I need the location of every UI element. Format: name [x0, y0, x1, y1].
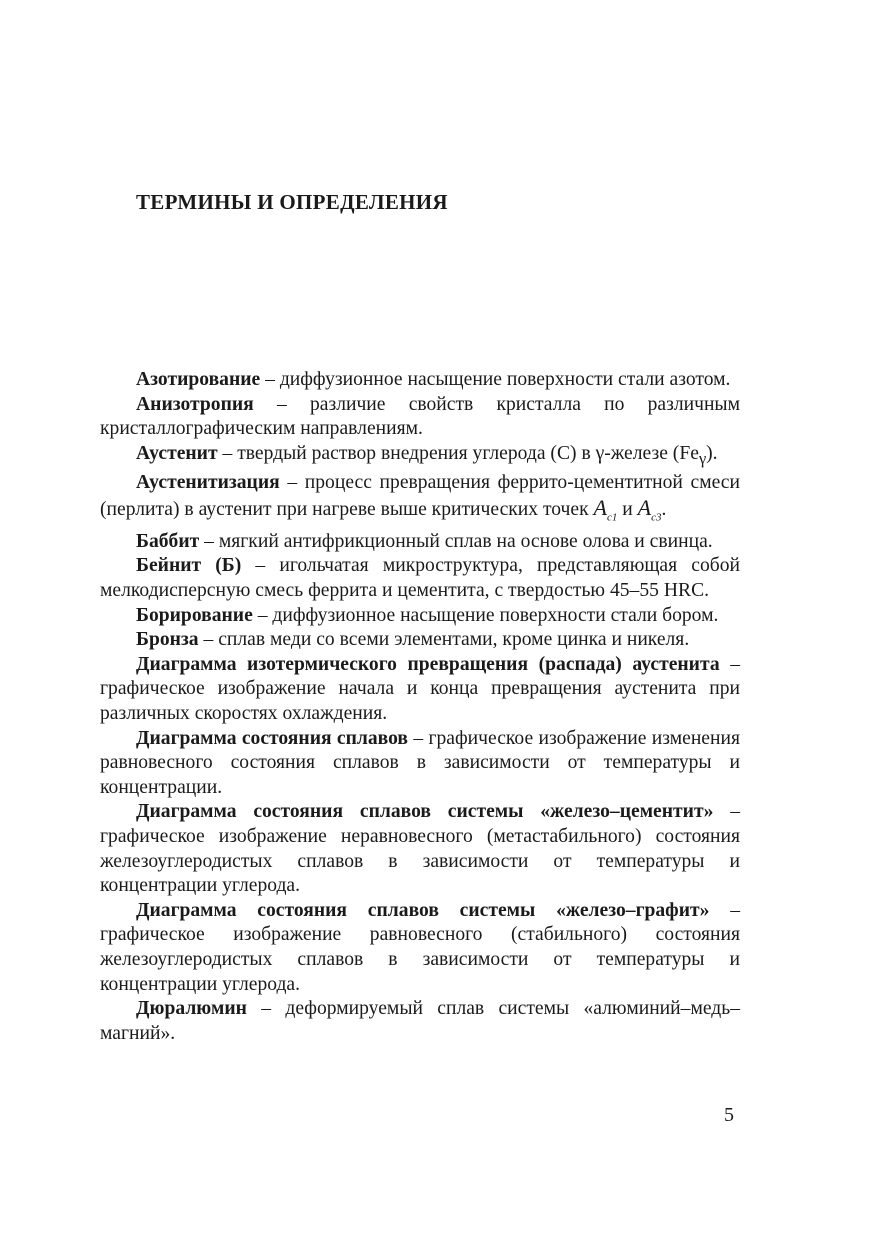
term-entry-babbit	[100, 530, 740, 555]
term-entry-diagramma-zhelezo-grafit	[100, 899, 740, 997]
term-entry-bronza	[100, 628, 740, 653]
term-definition: – сплав меди со всеми элементами, кроме цинка и никеля.	[198, 629, 690, 651]
term-name: Аустенитизация	[136, 472, 280, 494]
page-number: 5	[724, 1104, 734, 1126]
term-entry-anizotropiya	[100, 393, 740, 442]
page-title: ТЕРМИНЫ И ОПРЕДЕЛЕНИЯ	[136, 190, 448, 214]
term-entry-austenit	[100, 442, 740, 472]
term-entry-diagramma-izotermicheskogo	[100, 653, 740, 727]
term-name: Бейнит (Б)	[136, 555, 242, 577]
term-definition: – процесс превращения феррито-цементитной смеси (перлита) в аустенит при нагреве выше критических точек	[100, 472, 740, 520]
term-name: Баббит	[136, 530, 200, 552]
term-name: Азотирование	[136, 369, 261, 390]
term-entry-borirovanie	[100, 604, 740, 629]
term-definition: – графическое изображение неравновесного (метастабильного) состояния железоуглеродистых сплавов в зависимости от температуры и концентрации углерода.	[100, 801, 740, 897]
term-name: Дюралюмин	[136, 998, 247, 1020]
term-name: Диаграмма состояния сплавов системы «железо–цементит»	[136, 801, 714, 823]
term-definition-end: ).	[706, 442, 718, 464]
term-definition: – деформируемый сплав системы «алюминий–медь–магний».	[100, 998, 740, 1044]
term-entry-duralyumin	[100, 997, 740, 1046]
critical-point-ac1: $A_{c1}$	[593, 494, 618, 524]
term-definition: – различие свойств кристалла по различным кристаллографическим направлениям.	[100, 393, 740, 440]
conjunction: и	[617, 498, 638, 520]
term-definition: – твердый раствор внедрения углерода (С) в γ-железе (Fe	[217, 442, 699, 464]
term-definition: – диффузионное насыщение поверхности стали бором.	[252, 604, 719, 626]
term-definition: – диффузионное насыщение поверхности стали азотом.	[260, 369, 731, 390]
critical-point-ac3: $A_{c3}$	[637, 494, 662, 524]
term-entry-beinit	[100, 554, 740, 603]
term-definition-end: .	[661, 498, 667, 520]
term-definition: – графическое изображение изменения равновесного состояния сплавов в зависимости от температуры и концентрации.	[100, 727, 740, 798]
term-name: Бронза	[136, 629, 199, 651]
term-entry-diagramma-sostoyaniya	[100, 727, 740, 801]
term-entry-diagramma-zhelezo-cementit	[100, 800, 740, 898]
term-definition: – игольчатая микроструктура, представляющая собой мелкодисперсную смесь феррита и цементита, с твердостью 45–55 HRC.	[100, 555, 740, 602]
term-definition: – мягкий антифрикционный сплав на основе олова и свинца.	[199, 530, 713, 552]
term-entry-azotirovanie	[100, 368, 740, 393]
term-definition: – графическое изображение равновесного (стабильного) состояния железоуглеродистых сплавов в зависимости от температуры и концентрации углерода.	[100, 899, 740, 995]
term-definition: – графическое изображение начала и конца превращения аустенита при различных скоростях охлаждения.	[100, 653, 740, 725]
term-name: Диаграмма состояния сплавов системы «железо–графит»	[136, 899, 710, 921]
term-name: Аустенит	[136, 442, 218, 464]
terms-list	[100, 368, 740, 1046]
term-name: Диаграмма изотермического превращения (распада) аустенита	[136, 653, 720, 675]
term-name: Анизотропия	[136, 393, 254, 415]
term-name: Диаграмма состояния сплавов	[136, 727, 409, 749]
term-entry-austenitizaciya	[100, 471, 740, 530]
term-name: Борирование	[136, 604, 253, 626]
gamma-subscript: γ	[698, 448, 707, 468]
